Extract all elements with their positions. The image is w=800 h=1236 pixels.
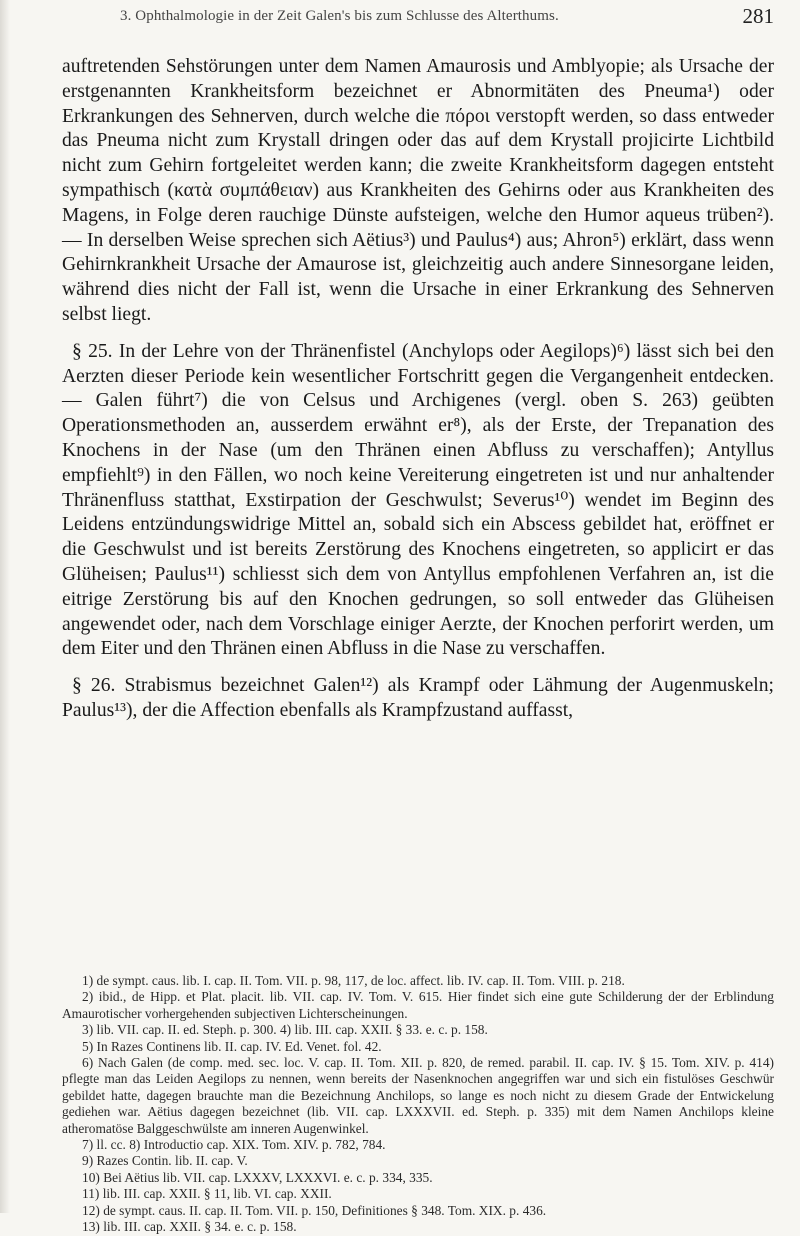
footnote-7-8: 7) ll. cc. 8) Introductio cap. XIX. Tom. XIV. p. 782, 784.: [82, 1137, 386, 1153]
footnote-11: 11) lib. III. cap. XXII. § 11, lib. VI. cap. XXII.: [82, 1186, 332, 1202]
footnote-5: 5) In Razes Continens lib. II. cap. IV. Ed. Venet. fol. 42.: [82, 1038, 382, 1054]
page-spine-shadow: [0, 0, 10, 1213]
footnote-3-4: 3) lib. VII. cap. II. ed. Steph. p. 300. 4) lib. III. cap. XXII. § 33. e. c. p. 158.: [82, 1022, 488, 1038]
footnote-2: 2) ibid., de Hipp. et Plat. placit. lib. VII. cap. IV. Tom. V. 615. Hier findet sich eine gute Schilderung der der Erblindung Amaurotischer vorhergehenden subjectiven Lichterscheinungen.: [62, 989, 774, 1021]
paragraph-section-25: § 25. In der Lehre von der Thränenfistel (Anchylops oder Aegilops)⁶) lässt sich bei den Aerzten dieser Periode kein wesentlicher Fortschritt gegen die Vergangenheit entdecken. — Galen führt⁷) die von Celsus und Archigenes (vergl. oben S. 263) geübten Operationsmethoden an, ausserdem erwähnt er⁸), als der Erste, der Trepanation des Knochens in der Nase (um den Thränen einen Abfluss zu verschaffen); Antyllus empfiehlt⁹) in den Fällen, wo noch keine Vereiterung eingetreten ist und nur anhaltender Thränenfluss statthat, Exstirpation der Geschwulst; Severus¹⁰) wendet im Beginn des Leidens entzündungswidrige Mittel an, sobald sich ein Abscess gebildet hat, eröffnet er die Geschwulst und ist bereits Zerstörung des Knochens eingetreten, so applicirt er das Glüheisen; Paulus¹¹) schliesst sich dem von Antyllus empfohlenen Verfahren an, ist die eitrige Zerstörung bis auf den Knochen gedrungen, so soll entweder das Glüheisen angewendet oder, nach dem Vorschlage einiger Aerzte, der Knochen perforirt werden, um dem Eiter und den Thränen einen Abfluss in die Nase zu verschaffen.: [62, 340, 774, 660]
footnote-13: 13) lib. III. cap. XXII. § 34. e. c. p. 158.: [82, 1219, 297, 1235]
footnote-9: 9) Razes Contin. lib. II. cap. V.: [82, 1153, 248, 1169]
page-number: 281: [742, 4, 774, 28]
running-header: 3. Ophthalmologie in der Zeit Galen's bis zum Schlusse des Alterthums.: [120, 8, 559, 24]
paragraph-section-26: § 26. Strabismus bezeichnet Galen¹²) als Krampf oder Lähmung der Augenmuskeln; Paulus¹³), der die Affection ebenfalls als Krampfzustand auffasst,: [62, 675, 774, 721]
footnote-1: 1) de sympt. caus. lib. I. cap. II. Tom. VII. p. 98, 117, de loc. affect. lib. IV. cap. II. Tom. VIII. p. 218.: [82, 973, 625, 988]
footnotes: [62, 973, 774, 1236]
paragraph-amaurosis: auftretenden Sehstörungen unter dem Namen Amaurosis und Amblyopie; als Ursache der erstgenannten Krankheitsform bezeichnet er Abnormitäten des Pneuma¹) oder Erkrankungen des Sehnerven, durch welche die πόροι verstopft werden, so dass entweder das Pneuma nicht zum Krystall dringen oder das auf dem Krystall projicirte Lichtbild nicht zum Gehirn fortgeleitet werden kann; die zweite Krankheitsform dagegen entsteht sympathisch (κατὰ συμπάθειαν) aus Krankheiten des Gehirns oder aus Krankheiten des Magens, in Folge deren rauchige Dünste aufsteigen, welche den Humor aqueus trüben²). — In derselben Weise sprechen sich Aëtius³) und Paulus⁴) aus; Ahron⁵) erklärt, dass wenn Gehirnkrankheit Ursache der Amaurose ist, gleichzeitig auch andere Sinnesorgane leiden, während dies nicht der Fall ist, wenn die Ursache in einer Erkrankung des Sehnerven selbst liegt.: [62, 56, 774, 325]
footnote-12: 12) de sympt. caus. II. cap. II. Tom. VII. p. 150, Definitiones § 348. Tom. XIX. p. 436.: [82, 1202, 547, 1218]
footnote-10: 10) Bei Aëtius lib. VII. cap. LXXXV, LXXXVI. e. c. p. 334, 335.: [82, 1169, 433, 1185]
footnote-6: 6) Nach Galen (de comp. med. sec. loc. V. cap. II. Tom. XII. p. 820, de remed. parabil. II. cap. IV. § 15. Tom. XIV. p. 414) pflegte man das Leiden Aegilops zu nennen, wenn bereits der Nasenknochen angegriffen war und sich ein fistulöses Geschwür gebildet hatte, dagegen brauchte man die Bezeichnung Anchilops, so lange es noch nicht zu diesem Grade der Entwickelung gediehen war. Aëtius dagegen bezeichnet (lib. VII. cap. LXXXVII. ed. Steph. p. 335) mit dem Namen Anchilops kleine atheromatöse Balggeschwülste am inneren Augenwinkel.: [62, 1055, 774, 1136]
main-text: [62, 55, 774, 736]
